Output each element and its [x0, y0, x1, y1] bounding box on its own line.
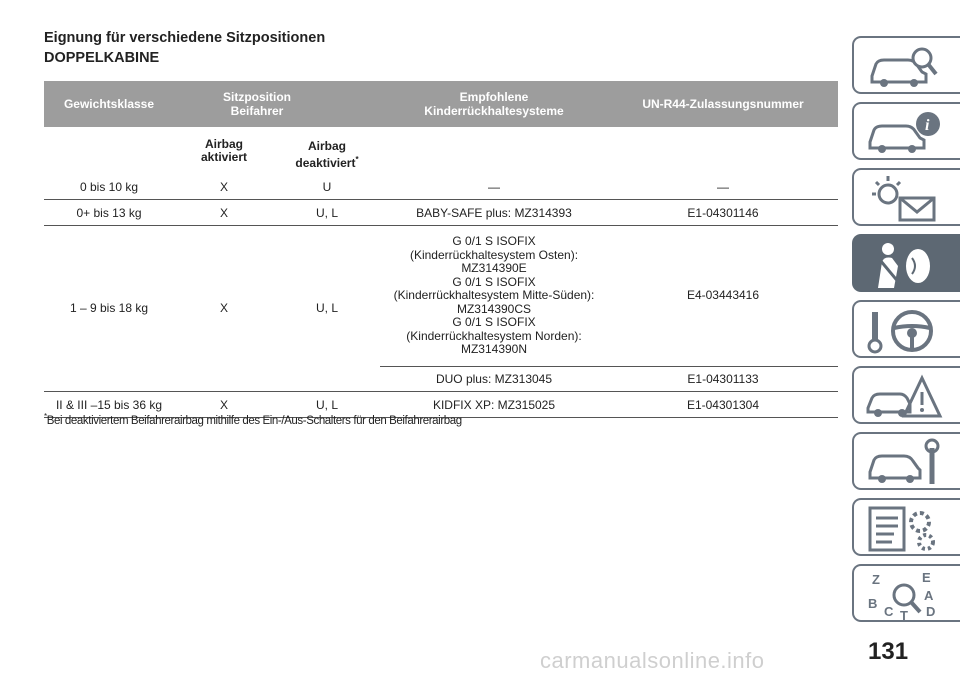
section-subtitle: DOPPELKABINE [44, 50, 160, 66]
subheader-airbag-off [274, 127, 380, 175]
alphabetical-index-icon [864, 570, 944, 620]
system-line: G 0/1 S ISOFIX [452, 274, 536, 289]
subheader-airbag-on-line2: aktiviert [200, 150, 248, 164]
tab-alphabetical-index[interactable] [852, 564, 960, 622]
header-seat-line1: Sitzposition [223, 90, 291, 104]
cell-system: — [380, 175, 608, 200]
tab-specifications[interactable] [852, 498, 960, 556]
svg-text:E: E [922, 570, 931, 585]
cell-airbag-off: U [274, 175, 380, 200]
cell-airbag-on: X [174, 226, 274, 392]
subheader-airbag-on-line1: Airbag [204, 137, 243, 151]
cell-airbag-off: U, L [274, 392, 380, 418]
tab-car-magnifier[interactable] [852, 36, 960, 94]
subheader-airbag-off-line1: Airbag [307, 139, 346, 153]
car-breakdown-warning-icon [864, 372, 944, 422]
cell-airbag-on: X [174, 175, 274, 200]
seatbelt-airbag-icon [864, 240, 944, 290]
table-header-row [44, 81, 838, 127]
cell-approval: E1-04301304 [608, 392, 838, 418]
specifications-gears-icon [864, 504, 944, 554]
header-approval-number: UN-R44-Zulassungsnummer [608, 81, 838, 127]
table-row [44, 175, 838, 200]
cell-weight: 0+ bis 13 kg [44, 200, 174, 226]
footnote-mark: * [355, 155, 359, 164]
header-recommended-systems [380, 81, 608, 127]
watermark: carmanualsonline.info [540, 648, 765, 673]
cell-approval: — [608, 175, 838, 200]
tab-key-steering[interactable] [852, 300, 960, 358]
header-rec-line2: Kinderrückhaltesysteme [424, 104, 564, 118]
system-line: (Kinderrückhaltesystem Norden): [406, 328, 582, 343]
warning-lights-message-icon [864, 174, 944, 224]
header-rec-line1: Empfohlene [459, 90, 529, 104]
tab-car-wrench[interactable] [852, 432, 960, 490]
system-line: MZ314390E [461, 261, 527, 276]
cell-system: BABY-SAFE plus: MZ314393 [380, 200, 608, 226]
footnote [44, 412, 462, 427]
table-subheader-row [44, 127, 838, 175]
subheader-airbag-on [174, 127, 274, 175]
cell-approval: E1-04301146 [608, 200, 838, 226]
cell-approval: E1-04301133 [608, 367, 838, 392]
cell-system: KIDFIX XP: MZ315025 [380, 392, 608, 418]
car-magnifier-icon [864, 42, 944, 92]
cell-system: DUO plus: MZ313045 [380, 367, 608, 392]
cell-weight: II & III –15 bis 36 kg [44, 392, 174, 418]
system-line: MZ314390N [460, 342, 528, 357]
system-line: G 0/1 S ISOFIX [452, 315, 536, 330]
system-line: G 0/1 S ISOFIX [452, 234, 536, 249]
cell-airbag-off: U, L [274, 226, 380, 392]
cell-airbag-off: U, L [274, 200, 380, 226]
car-info-icon [864, 108, 944, 158]
child-seat-table [44, 81, 838, 418]
svg-text:i: i [925, 117, 930, 134]
footnote-mark: * [44, 412, 47, 421]
page-number: 131 [868, 638, 909, 665]
tab-warning-lights[interactable] [852, 168, 960, 226]
svg-text:C: C [884, 604, 894, 619]
cell-approval: E4-03443416 [608, 226, 838, 367]
cell-weight: 0 bis 10 kg [44, 175, 174, 200]
system-line: (Kinderrückhaltesystem Osten): [409, 247, 579, 262]
cell-airbag-on: X [174, 392, 274, 418]
header-weight-class: Gewichtsklasse [44, 81, 174, 127]
svg-text:D: D [926, 604, 936, 619]
svg-text:A: A [924, 588, 934, 603]
cell-system [380, 226, 608, 367]
table-row [44, 226, 838, 367]
key-steering-wheel-icon [864, 306, 944, 356]
svg-text:B: B [868, 596, 878, 611]
cell-weight: 1 – 9 bis 18 kg [44, 226, 174, 392]
subheader-airbag-off-line2: deaktiviert [295, 156, 356, 170]
tab-car-breakdown[interactable] [852, 366, 960, 424]
header-seat-line2: Beifahrer [230, 104, 284, 118]
system-line: MZ314390CS [456, 301, 532, 316]
car-wrench-icon [864, 438, 944, 488]
svg-text:Z: Z [872, 572, 880, 587]
cell-airbag-on: X [174, 200, 274, 226]
tab-car-info[interactable] [852, 102, 960, 160]
footnote-text: Bei deaktiviertem Beifahrerairbag mithilfe des Ein-/Aus-Schalters für den Beifahrerairbag [46, 414, 462, 427]
system-line: (Kinderrückhaltesystem Mitte-Süden): [393, 288, 595, 303]
table-row [44, 200, 838, 226]
section-title: Eignung für verschiedene Sitzpositionen [44, 30, 326, 46]
tab-seatbelt-airbag[interactable] [852, 234, 960, 292]
header-seat-position [174, 81, 380, 127]
svg-text:T: T [900, 608, 908, 620]
